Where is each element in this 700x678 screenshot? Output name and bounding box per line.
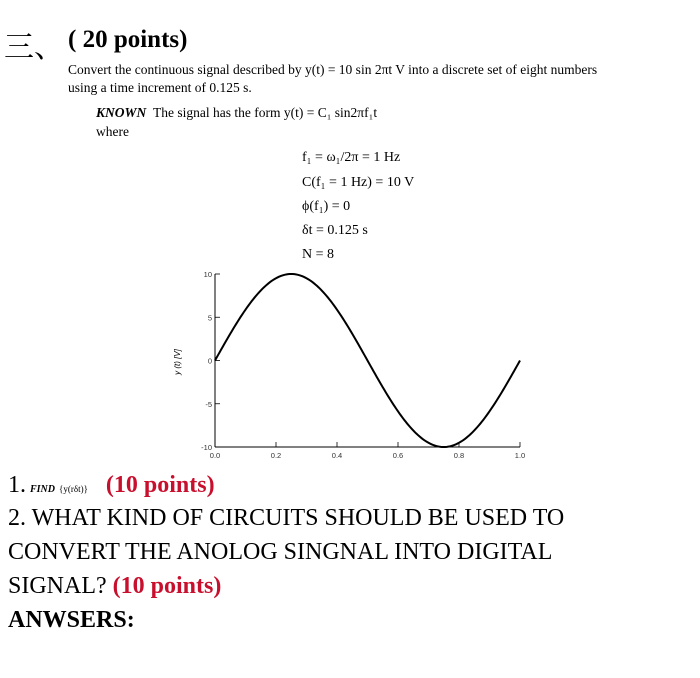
section-number: 三、 (4, 30, 64, 65)
question-1-number: 1. (8, 472, 26, 498)
answers-heading: ANWSERS: (8, 607, 135, 633)
where-label: where (96, 124, 129, 139)
question-2-line-1: 2. WHAT KIND OF CIRCUITS SHOULD BE USED TO (8, 505, 565, 531)
y-tick-label: 5 (207, 313, 212, 323)
y-tick-label: 10 (203, 270, 212, 279)
y-tick-label: 0 (207, 356, 212, 366)
question-2-text: SIGNAL? (8, 573, 107, 599)
question-1 (8, 472, 215, 499)
x-tick-label: 1.0 (514, 451, 526, 460)
equation-phase: ϕ(f₁) = 0 (302, 199, 351, 214)
equation-amplitude: C(f₁ = 1 Hz) = 10 V (302, 175, 415, 190)
known-statement (96, 105, 377, 121)
question-2-points: (10 points) (112, 573, 222, 599)
equation-time-increment: δt = 0.125 s (302, 223, 368, 238)
y-tick-label: -5 (205, 399, 212, 409)
problem-line-1: Convert the continuous signal described by y(t) = 10 sin 2πt V into a discrete set of eight numbers (68, 62, 598, 77)
x-tick-label: 0.0 (209, 451, 221, 460)
y-tick-label: -10 (201, 443, 212, 452)
x-tick-label: 0.2 (270, 451, 282, 460)
question-2-line-2: CONVERT THE ANOLOG SINGNAL INTO DIGITAL (8, 539, 553, 565)
equation-sample-count: N = 8 (302, 247, 335, 262)
sine-wave-chart (160, 262, 540, 472)
known-text: The signal has the form y(t) = C₁ sin2πf₁t (153, 105, 378, 120)
find-set: {y(rδt)} (59, 484, 88, 494)
section-points: ( 20 points) (68, 26, 188, 53)
x-tick-label: 0.6 (392, 451, 404, 460)
sine-wave-series (215, 274, 520, 447)
find-label: FIND (30, 484, 56, 495)
known-label: KNOWN (96, 105, 147, 120)
x-tick-label: 0.4 (331, 451, 343, 460)
question-2-line-3 (8, 573, 221, 600)
y-axis-label: y (t) [V] (173, 349, 182, 375)
x-tick-label: 0.8 (453, 451, 465, 460)
question-1-points: (10 points) (105, 472, 215, 498)
problem-line-2: using a time increment of 0.125 s. (68, 80, 252, 95)
equation-frequency: f₁ = ω₁/2π = 1 Hz (302, 150, 401, 165)
